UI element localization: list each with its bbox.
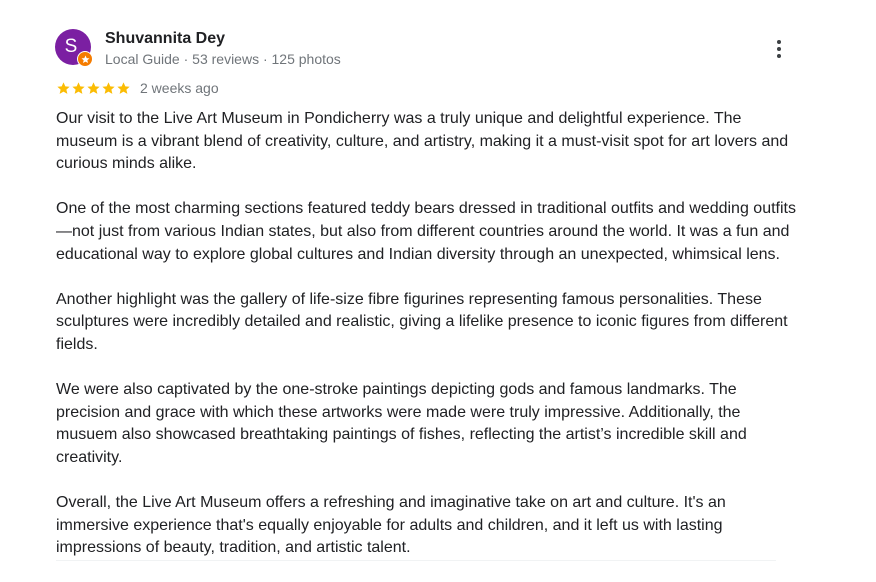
review-paragraph: One of the most charming sections featured teddy bears dressed in traditional outfits and wedding outfits —not just from various Indian states, but also from different countries around the world. It was a fun and educational way to explore global cultures and Indian diversity through an unexpected, whimsical lens. bbox=[56, 200, 796, 263]
review-date: 2 weeks ago bbox=[140, 80, 219, 96]
reviewer-name[interactable]: Shuvannita Dey bbox=[105, 30, 226, 47]
star-icon bbox=[56, 81, 71, 96]
avatar-letter: S bbox=[64, 36, 78, 57]
more-vert-icon bbox=[777, 40, 781, 44]
star-icon bbox=[101, 81, 116, 96]
more-vert-icon bbox=[777, 47, 781, 51]
review-paragraph: Our visit to the Live Art Museum in Pondicherry was a truly unique and delightful experience. The museum is a vibrant blend of creativity, culture, and artistry, making it a must-visit spot for art lovers and curious minds alike. bbox=[56, 110, 789, 173]
star-rating bbox=[56, 81, 131, 96]
star-icon bbox=[86, 81, 101, 96]
star-icon bbox=[71, 81, 86, 96]
review-paragraph: We were also captivated by the one-stroke paintings depicting gods and famous landmarks. The precision and grace with which these artworks were made were truly impressive. Additionally, the musuem also showcased breathtaking paintings of fishes, reflecting the artist’s incredible skill and creativity. bbox=[56, 381, 747, 466]
reviewer-meta: Local Guide · 53 reviews · 125 photos bbox=[105, 51, 341, 67]
review-text bbox=[56, 108, 796, 582]
more-vert-icon bbox=[777, 54, 781, 58]
more-options-button[interactable] bbox=[768, 36, 790, 62]
rating-row bbox=[56, 79, 219, 97]
review-header bbox=[55, 29, 341, 69]
local-guide-badge-icon bbox=[77, 51, 93, 67]
review-paragraph: Another highlight was the gallery of life-size fibre figurines representing famous personalities. These sculptures were incredibly detailed and realistic, giving a lifelike presence to iconic figures from different fields. bbox=[56, 290, 788, 353]
avatar[interactable] bbox=[55, 29, 91, 65]
author-info bbox=[105, 29, 341, 68]
star-icon bbox=[116, 81, 131, 96]
divider bbox=[56, 560, 776, 561]
review-paragraph: Overall, the Live Art Museum offers a refreshing and imaginative take on art and culture. It's an immersive experience that's equally enjoyable for adults and children, and it left us with lasting impressions of beauty, tradition, and artistic talent. bbox=[56, 494, 726, 557]
